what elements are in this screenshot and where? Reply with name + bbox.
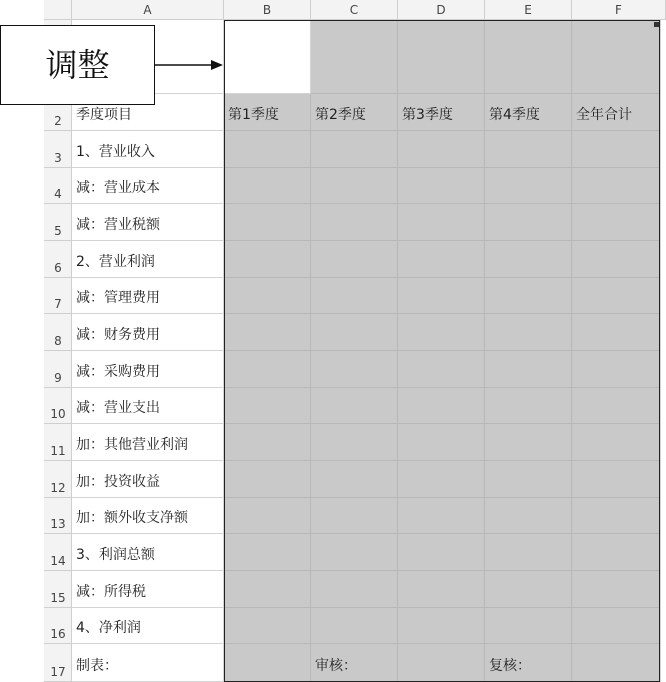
item-label: 减：所得税 — [76, 584, 146, 600]
item-label: 减：营业税额 — [76, 217, 160, 233]
value-cell[interactable] — [572, 498, 660, 534]
value-cell[interactable] — [572, 131, 660, 168]
value-cell[interactable] — [398, 351, 485, 388]
row-number: 4 — [54, 187, 62, 201]
header-label: 第3季度 — [402, 107, 453, 123]
value-cell[interactable] — [572, 241, 660, 278]
value-cell[interactable] — [224, 131, 311, 168]
header-label: 第4季度 — [489, 107, 540, 123]
footer-cell-e[interactable] — [485, 644, 572, 682]
row-header-5[interactable] — [44, 204, 72, 241]
value-cell[interactable] — [572, 424, 660, 461]
item-label: 减：管理费用 — [76, 290, 160, 306]
item-label: 3、利润总额 — [76, 547, 155, 563]
value-cell[interactable] — [485, 278, 572, 314]
row-number: 6 — [54, 261, 62, 275]
item-label-cell[interactable] — [72, 388, 224, 424]
value-cell[interactable] — [572, 534, 660, 571]
row-number: 8 — [54, 334, 62, 348]
header-cell-b[interactable] — [224, 94, 311, 131]
value-cell[interactable] — [398, 608, 485, 644]
value-cell[interactable] — [572, 168, 660, 204]
value-cell[interactable] — [398, 461, 485, 498]
header-label: 全年合计 — [576, 107, 632, 123]
item-label: 4、净利润 — [76, 620, 141, 636]
header-label: 季度项目 — [76, 107, 132, 123]
value-cell[interactable] — [398, 424, 485, 461]
row-number: 15 — [50, 591, 66, 605]
value-cell[interactable] — [572, 351, 660, 388]
value-cell[interactable] — [311, 571, 398, 608]
value-cell[interactable] — [311, 461, 398, 498]
value-cell[interactable] — [398, 314, 485, 351]
value-cell[interactable] — [572, 204, 660, 241]
value-cell[interactable] — [485, 204, 572, 241]
value-cell[interactable] — [485, 131, 572, 168]
value-cell[interactable] — [311, 241, 398, 278]
cell-d1[interactable] — [398, 20, 485, 94]
row-header-11[interactable] — [44, 424, 72, 461]
cell-c1[interactable] — [311, 20, 398, 94]
item-label-cell[interactable] — [72, 498, 224, 534]
column-header-f[interactable]: F — [572, 0, 666, 20]
value-cell[interactable] — [311, 131, 398, 168]
column-header-b[interactable]: B — [224, 0, 311, 20]
item-label-cell[interactable] — [72, 131, 224, 168]
value-cell[interactable] — [572, 608, 660, 644]
row-number: 3 — [54, 151, 62, 165]
value-cell[interactable] — [398, 204, 485, 241]
value-cell[interactable] — [485, 241, 572, 278]
rechecker-label: 复核： — [489, 658, 531, 674]
row-number: 7 — [54, 297, 62, 311]
value-cell[interactable] — [311, 351, 398, 388]
row-number: 14 — [50, 554, 66, 568]
item-label-cell[interactable] — [72, 204, 224, 241]
value-cell[interactable] — [398, 498, 485, 534]
value-cell[interactable] — [311, 388, 398, 424]
item-label: 1、营业收入 — [76, 144, 155, 160]
value-cell[interactable] — [224, 498, 311, 534]
value-cell[interactable] — [572, 314, 660, 351]
cell-e1[interactable] — [485, 20, 572, 94]
row-header-9[interactable] — [44, 351, 72, 388]
value-cell[interactable] — [485, 498, 572, 534]
item-label: 加：额外收支净额 — [76, 510, 188, 526]
row-number: 9 — [54, 371, 62, 385]
value-cell[interactable] — [398, 571, 485, 608]
header-label: 第1季度 — [228, 107, 279, 123]
header-cell-c[interactable] — [311, 94, 398, 131]
value-cell[interactable] — [311, 424, 398, 461]
value-cell[interactable] — [311, 278, 398, 314]
fill-handle[interactable] — [654, 22, 659, 27]
value-cell[interactable] — [224, 424, 311, 461]
footer-cell-b[interactable] — [224, 644, 311, 682]
value-cell[interactable] — [398, 131, 485, 168]
value-cell[interactable] — [224, 461, 311, 498]
item-label: 减：营业成本 — [76, 180, 160, 196]
row-number: 5 — [54, 224, 62, 238]
value-cell[interactable] — [398, 241, 485, 278]
value-cell[interactable] — [311, 204, 398, 241]
row-number: 11 — [50, 444, 66, 458]
item-label: 2、营业利润 — [76, 254, 155, 270]
value-cell[interactable] — [572, 388, 660, 424]
value-cell[interactable] — [485, 314, 572, 351]
value-cell[interactable] — [485, 388, 572, 424]
item-label-cell[interactable] — [72, 168, 224, 204]
value-cell[interactable] — [311, 498, 398, 534]
item-label-cell[interactable] — [72, 571, 224, 608]
row-number: 12 — [50, 481, 66, 495]
row-header-7[interactable] — [44, 278, 72, 314]
row-number: 10 — [50, 407, 66, 421]
value-cell[interactable] — [224, 534, 311, 571]
cell-f1[interactable] — [572, 20, 660, 94]
footer-cell-c[interactable] — [311, 644, 398, 682]
header-cell-e[interactable] — [485, 94, 572, 131]
row-number: 16 — [50, 627, 66, 641]
item-label: 加：投资收益 — [76, 474, 160, 490]
row-header-12[interactable] — [44, 461, 72, 498]
row-header-8[interactable] — [44, 314, 72, 351]
value-cell[interactable] — [485, 424, 572, 461]
preparer-label: 制表： — [76, 658, 118, 674]
value-cell[interactable] — [224, 278, 311, 314]
reviewer-label: 审核： — [315, 658, 357, 674]
value-cell[interactable] — [311, 168, 398, 204]
header-cell-d[interactable] — [398, 94, 485, 131]
column-header-d[interactable]: D — [398, 0, 485, 20]
item-label: 加：其他营业利润 — [76, 437, 188, 453]
select-all-corner[interactable] — [44, 0, 72, 20]
footer-cell-a[interactable] — [72, 644, 224, 682]
cell-b1[interactable] — [224, 20, 311, 94]
value-cell[interactable] — [224, 571, 311, 608]
value-cell[interactable] — [311, 608, 398, 644]
item-label-cell[interactable] — [72, 534, 224, 571]
value-cell[interactable] — [224, 241, 311, 278]
value-cell[interactable] — [224, 608, 311, 644]
column-header-a[interactable]: A — [72, 0, 224, 20]
value-cell[interactable] — [485, 168, 572, 204]
value-cell[interactable] — [398, 168, 485, 204]
row-header-10[interactable] — [44, 388, 72, 424]
footer-cell-f[interactable] — [572, 644, 660, 682]
value-cell[interactable] — [398, 534, 485, 571]
value-cell[interactable] — [572, 278, 660, 314]
value-cell[interactable] — [224, 351, 311, 388]
column-header-c[interactable]: C — [311, 0, 398, 20]
row-number: 17 — [50, 665, 66, 679]
row-header-3[interactable] — [44, 131, 72, 168]
footer-cell-d[interactable] — [398, 644, 485, 682]
value-cell[interactable] — [311, 314, 398, 351]
value-cell[interactable] — [572, 461, 660, 498]
header-label: 第2季度 — [315, 107, 366, 123]
row-number: 2 — [54, 114, 62, 128]
adjust-callout: 调整 — [0, 25, 155, 105]
row-header-17[interactable] — [44, 644, 72, 682]
value-cell[interactable] — [311, 534, 398, 571]
item-label-cell[interactable] — [72, 461, 224, 498]
row-header-4[interactable] — [44, 168, 72, 204]
item-label-cell[interactable] — [72, 351, 224, 388]
value-cell[interactable] — [485, 461, 572, 498]
value-cell[interactable] — [485, 351, 572, 388]
value-cell[interactable] — [485, 534, 572, 571]
value-cell[interactable] — [485, 571, 572, 608]
value-cell[interactable] — [398, 388, 485, 424]
value-cell[interactable] — [224, 314, 311, 351]
row-number: 13 — [50, 517, 66, 531]
value-cell[interactable] — [572, 571, 660, 608]
item-label-cell[interactable] — [72, 278, 224, 314]
row-header-16[interactable] — [44, 608, 72, 644]
item-label: 减：财务费用 — [76, 327, 160, 343]
value-cell[interactable] — [398, 278, 485, 314]
value-cell[interactable] — [485, 608, 572, 644]
item-label-cell[interactable] — [72, 424, 224, 461]
callout-arrow — [155, 58, 225, 72]
header-cell-f[interactable] — [572, 94, 660, 131]
item-label: 减：营业支出 — [76, 400, 160, 416]
row-header-6[interactable] — [44, 241, 72, 278]
item-label-cell[interactable] — [72, 608, 224, 644]
value-cell[interactable] — [224, 388, 311, 424]
sheet-right-edge — [660, 20, 666, 682]
column-header-e[interactable]: E — [485, 0, 572, 20]
value-cell[interactable] — [224, 168, 311, 204]
item-label-cell[interactable] — [72, 241, 224, 278]
row-header-13[interactable] — [44, 498, 72, 534]
row-header-15[interactable] — [44, 571, 72, 608]
item-label-cell[interactable] — [72, 314, 224, 351]
row-header-14[interactable] — [44, 534, 72, 571]
item-label: 减：采购费用 — [76, 364, 160, 380]
value-cell[interactable] — [224, 204, 311, 241]
